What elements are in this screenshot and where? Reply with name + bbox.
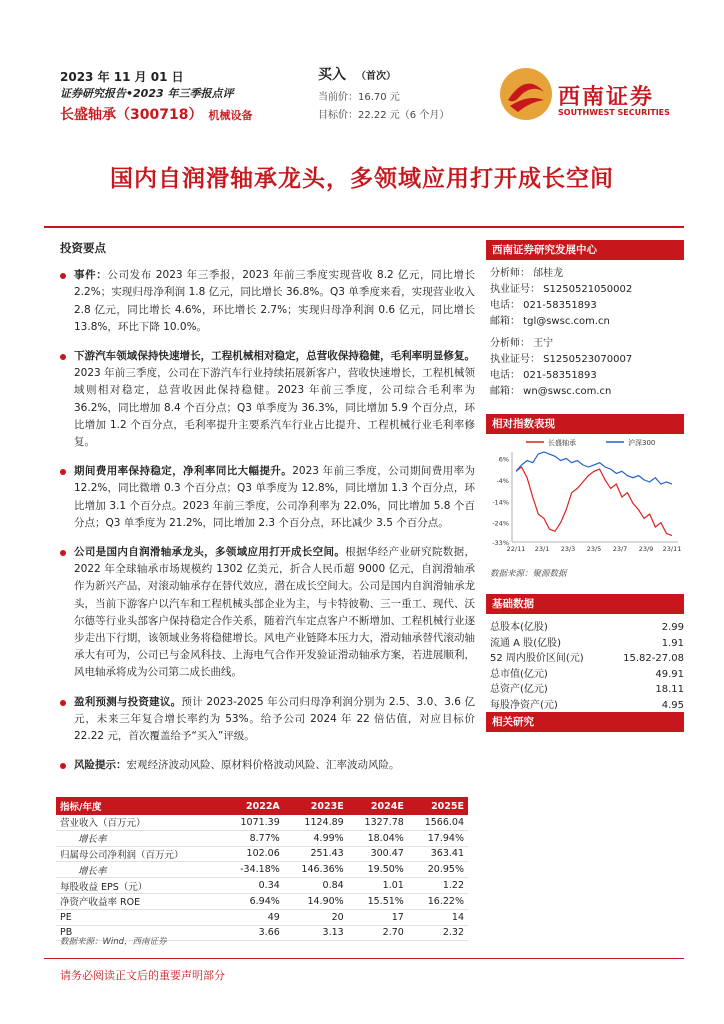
highlight-head: 风险提示： — [74, 759, 127, 772]
rating — [318, 64, 396, 84]
highlight-text: 预计 2023-2025 年公司归母净利润分别为 2.5、3.0、3.6 亿元，未来三年复合增长率约为 53%。给予公司 2024 年 22 倍估值，对应目标价 22.22 元，首次覆盖给予“买入”评级。 — [74, 695, 475, 743]
table-row — [56, 862, 468, 878]
research-center-title: 西南证券研究发展中心 — [486, 240, 684, 260]
table-header-row — [56, 797, 468, 815]
report-date: 2023 年 11 月 01 日 — [60, 70, 184, 84]
highlights-title: 投资要点 — [60, 241, 106, 255]
table-cell: -34.18% — [223, 862, 284, 878]
row-label: PE — [56, 909, 223, 925]
analyst-email[interactable]: 邮箱： tgl@swsc.com.cn — [490, 316, 610, 327]
company-name — [60, 104, 252, 124]
analyst-email[interactable]: 邮箱： wn@swsc.com.cn — [490, 386, 612, 397]
table-cell: 17.94% — [408, 830, 468, 846]
table-cell: 14 — [408, 909, 468, 925]
table-cell: 363.41 — [408, 846, 468, 862]
highlight-item — [60, 694, 475, 746]
table-cell: 49 — [223, 909, 284, 925]
highlight-text: 2023 年前三季度，公司在下游汽车行业持续拓展新客户，营收快速增长，工程机械领域则相对稳定，总营收因此保持稳健。2023 年前三季度，公司综合毛利率为 36.2%，同比增加 8.4 个百分点；Q3 单季度为 36.3%，同比增加 5.9 个百分点，环比增加 1.2 个百分点，毛利率提升主要系汽车行业占比提升、工程机械行业毛利率修复。 — [74, 367, 475, 449]
highlight-head: 盈利预测与投资建议。 — [74, 695, 182, 708]
y-tick-label: -14% — [492, 498, 509, 507]
footer-disclaimer: 请务必阅读正文后的重要声明部分 — [60, 969, 225, 982]
basic-data-row — [490, 620, 684, 636]
table-cell: 2.70 — [348, 925, 408, 941]
bullet-icon — [60, 763, 66, 769]
y-tick-label: -33% — [492, 539, 509, 547]
analyst-block — [490, 336, 632, 400]
table-cell: 8.77% — [223, 830, 284, 846]
financial-table — [56, 797, 468, 941]
table-cell: 0.34 — [223, 878, 284, 894]
basic-data-label: 每股净资产(元) — [490, 699, 558, 711]
highlight-head: 下游汽车领域保持快速增长，工程机械相对稳定，总营收保持稳健，毛利率明显修复。 — [74, 350, 475, 363]
highlights-section — [60, 240, 475, 786]
current-price: 当前价：16.70 元 — [318, 92, 400, 103]
analyst-phone: 电话： 021-58351893 — [490, 370, 597, 381]
basic-data-title: 基础数据 — [486, 594, 684, 614]
basic-data-label: 总资产(亿元) — [490, 684, 548, 695]
table-cell: 3.13 — [284, 925, 348, 941]
highlight-text: 宏观经济波动风险、原材料价格波动风险、汇率波动风险。 — [126, 759, 400, 772]
table-row — [56, 815, 468, 830]
basic-data-row — [490, 636, 684, 652]
page-title: 国内自润滑轴承龙头，多领域应用打开成长空间 — [110, 166, 614, 192]
footer-divider — [44, 958, 684, 959]
chart-source: 数据来源：聚源数据 — [490, 569, 567, 579]
col-header: 2022A — [223, 797, 284, 815]
logo-en: SOUTHWEST SECURITIES — [558, 108, 670, 117]
highlight-head: 公司是国内自润滑轴承龙头，多领域应用打开成长空间。 — [74, 546, 346, 559]
table-cell: 16.22% — [408, 893, 468, 909]
table-cell: 0.84 — [284, 878, 348, 894]
basic-data-label: 流通 A 股(亿股) — [490, 637, 562, 649]
basic-data-value: 18.11 — [655, 684, 684, 695]
row-label: PB — [56, 925, 223, 941]
series-line-1 — [516, 452, 672, 484]
bullet-icon — [60, 354, 66, 360]
table-cell: 20 — [284, 909, 348, 925]
highlight-item — [60, 757, 475, 774]
x-tick-label: 23/5 — [586, 545, 602, 553]
legend-label: 沪深300 — [628, 439, 656, 447]
title-divider — [44, 226, 684, 228]
row-label: 净资产收益率 ROE — [56, 893, 223, 909]
table-cell: 20.95% — [408, 862, 468, 878]
relative-index-chart — [486, 436, 684, 564]
row-label: 每股收益 EPS（元） — [56, 878, 223, 894]
highlight-head: 期间费用率保持稳定，净利率同比大幅提升。 — [74, 465, 293, 478]
row-label: 归属母公司净利润（百万元） — [56, 846, 223, 862]
series-line-0 — [516, 467, 672, 536]
analyst-phone: 电话： 021-58351893 — [490, 300, 597, 311]
basic-data-row — [490, 698, 684, 714]
basic-data-label: 52 周内股价区间(元) — [490, 653, 584, 664]
table-cell: 1.01 — [348, 878, 408, 894]
x-tick-label: 23/9 — [638, 545, 654, 553]
table-row — [56, 846, 468, 862]
table-cell: 15.51% — [348, 893, 408, 909]
basic-data-label: 总股本(亿股) — [490, 622, 548, 633]
highlight-item — [60, 463, 475, 532]
table-row — [56, 878, 468, 894]
report-type: 证券研究报告•2023 年三季报点评 — [60, 87, 234, 100]
col-header: 指标/年度 — [56, 797, 223, 815]
table-cell: 1327.78 — [348, 815, 408, 830]
highlight-item — [60, 348, 475, 451]
table-cell: 1124.89 — [284, 815, 348, 830]
company-label: 长盛轴承（300718） — [60, 107, 203, 123]
table-cell: 102.06 — [223, 846, 284, 862]
target-price: 目标价：22.22 元（6 个月） — [318, 110, 450, 121]
basic-data-value: 2.99 — [661, 622, 684, 633]
x-tick-label: 23/7 — [612, 545, 628, 553]
x-tick-label: 23/11 — [662, 545, 682, 553]
row-label: 增长率 — [56, 830, 223, 846]
analyst-cert: 执业证号： S1250523070007 — [490, 354, 633, 365]
table-row — [56, 909, 468, 925]
x-tick-label: 23/1 — [534, 545, 550, 553]
rating-value: 买入 — [318, 67, 346, 83]
col-header: 2024E — [348, 797, 408, 815]
table-cell: 1071.39 — [223, 815, 284, 830]
basic-data-row — [490, 667, 684, 683]
chart-title: 相对指数表现 — [486, 414, 684, 434]
table-cell: 1566.04 — [408, 815, 468, 830]
x-tick-label: 23/3 — [560, 545, 576, 553]
basic-data-value: 1.91 — [661, 637, 684, 649]
table-cell: 14.90% — [284, 893, 348, 909]
analyst-name: 分析师： 王宁 — [490, 338, 554, 349]
table-cell: 1.22 — [408, 878, 468, 894]
highlight-head: 事件： — [74, 269, 108, 282]
col-header: 2025E — [408, 797, 468, 815]
related-research-title: 相关研究 — [486, 712, 684, 732]
table-cell: 17 — [348, 909, 408, 925]
table-cell: 300.47 — [348, 846, 408, 862]
table-row — [56, 893, 468, 909]
highlight-item — [60, 544, 475, 682]
basic-data-row — [490, 651, 684, 667]
basic-data-value: 4.95 — [661, 699, 684, 711]
industry-label: 机械设备 — [208, 109, 253, 122]
highlight-item — [60, 267, 475, 336]
y-tick-label: -4% — [496, 476, 509, 485]
analyst-cert: 执业证号： S1250521050002 — [490, 284, 633, 295]
logo-text: 西南证券 — [558, 85, 655, 110]
bullet-icon — [60, 469, 66, 475]
table-source: 数据来源：Wind，西南证券 — [60, 937, 167, 947]
bullet-icon — [60, 273, 66, 279]
table-cell: 2.32 — [408, 925, 468, 941]
table-cell: 18.04% — [348, 830, 408, 846]
x-tick-label: 22/11 — [506, 545, 526, 553]
table-cell: 3.66 — [223, 925, 284, 941]
analyst-block — [490, 266, 632, 330]
y-tick-label: -24% — [492, 519, 509, 528]
col-header: 2023E — [284, 797, 348, 815]
logo-icon — [498, 66, 554, 122]
table-cell: 6.94% — [223, 893, 284, 909]
basic-data-list — [490, 620, 684, 713]
bullet-icon — [60, 550, 66, 556]
row-label: 营业收入（百万元） — [56, 815, 223, 830]
rating-sub: （首次） — [356, 71, 396, 82]
table-cell: 4.99% — [284, 830, 348, 846]
basic-data-row — [490, 682, 684, 698]
basic-data-value: 15.82-27.08 — [623, 653, 684, 664]
legend-label: 长盛轴承 — [548, 439, 576, 447]
table-cell: 146.36% — [284, 862, 348, 878]
row-label: 增长率 — [56, 862, 223, 878]
table-row — [56, 830, 468, 846]
table-cell: 251.43 — [284, 846, 348, 862]
basic-data-value: 49.91 — [655, 668, 684, 680]
highlight-text: 根据华经产业研究院数据，2022 年全球轴承市场规模约 1302 亿美元，折合人民币超 9000 亿元，自润滑轴承作为新兴产品，对滚动轴承存在替代效应，潜在成长空间大。公司是国内自润滑轴承龙头，当前下游客户以汽车和工程机械头部企业为主，与卡特彼勒、三一重工、现代、沃尔德等行业头部客户保持稳定合作关系，随着汽车定点客户不断增加、工程机械行业逐步走出下行期，该领域业务将稳健增长。风电产业链降本压力大，滑动轴承替代滚动轴承大有可为，公司已与金风科技、上海电气合作开发验证滑动轴承方案，若进展顺利，风电轴承将成为公司第二成长曲线。 — [74, 546, 476, 679]
highlight-text: 2023 年前三季度，公司期间费用率为 12.2%，同比微增 0.3 个百分点；Q3 单季度为 12.8%，同比增加 1.3 个百分点，环比增加 3.1 个百分点。2023 年前三季度，公司净利率为 22.0%，同比增加 5.8 个百分点；Q3 单季度为 21.2%，同比增加 2.3 个百分点，环比减少 3.5 个百分点。 — [74, 465, 476, 529]
highlight-text: 公司发布 2023 年三季报，2023 年前三季度实现营收 8.2 亿元，同比增长 2.2%；实现归母净利润 1.8 亿元，同比增长 36.8%。Q3 单季度来看，实现营业收入 2.8 亿元，同比增长 4.6%，环比增长 2.7%；实现归母净利润 0.6 亿元，同比增长 13.8%，环比下降 10.0%。 — [74, 269, 475, 333]
basic-data-label: 总市值(亿元) — [490, 668, 548, 680]
y-tick-label: 6% — [498, 455, 509, 464]
table-cell: 19.50% — [348, 862, 408, 878]
bullet-icon — [60, 700, 66, 706]
analyst-name: 分析师： 邰桂龙 — [490, 268, 564, 279]
